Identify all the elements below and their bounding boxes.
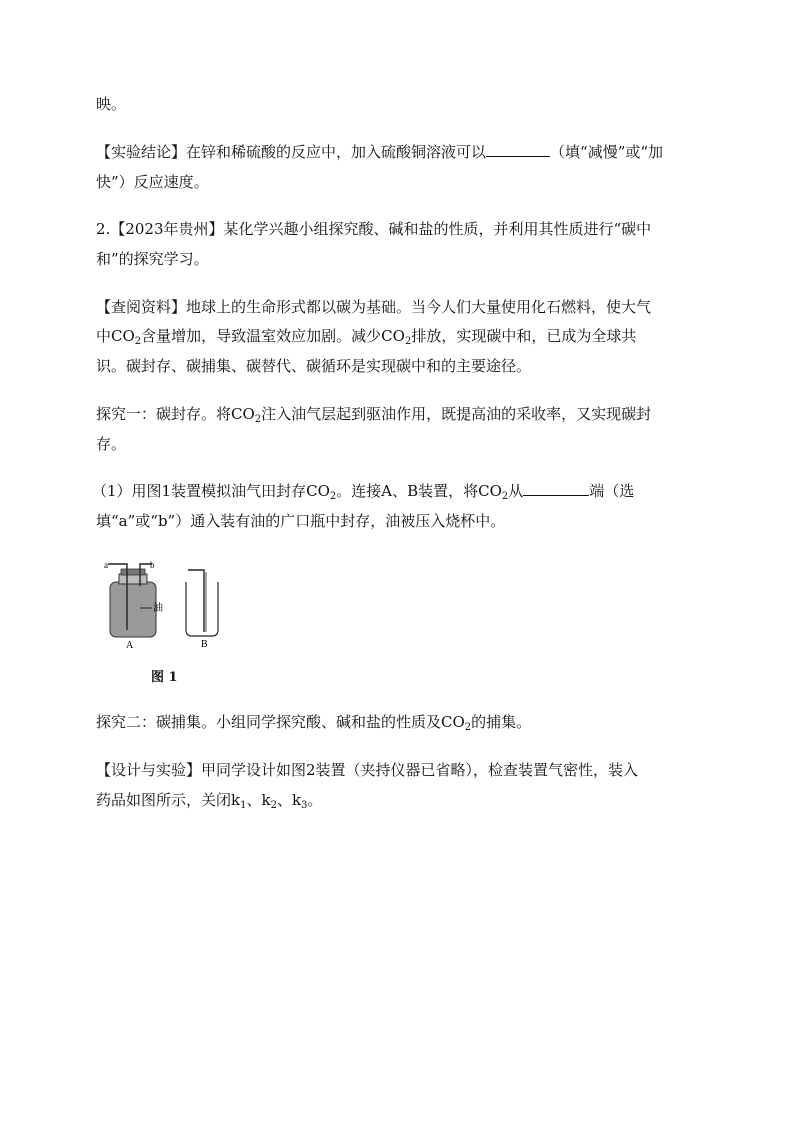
question-1-line-2: 填“a”或“b”）通入装有油的广口瓶中封存，油被压入烧杯中。 [96,512,506,530]
subscript: 1 [240,800,247,811]
reference-line-2 [96,326,636,346]
subscript: 2 [270,800,277,811]
conclusion-hint: （填“减慢”或“加 [550,143,664,161]
explore-1-line-2: 存。 [96,435,127,453]
text-span: 。连接A、B装置，将CO [336,482,502,500]
text-span: 含量增加，导致温室效应加剧。减少CO [141,327,405,345]
text-span: 从 [508,482,524,500]
text-span: 。 [307,791,323,809]
question-2-line-2: 和”的探究学习。 [96,250,209,268]
figure-1-caption: 图 1 [151,670,178,685]
beaker-b [186,570,218,636]
label-b: b [150,560,155,570]
design-line-2 [96,790,322,810]
conclusion-label: 【实验结论】 [96,143,187,161]
conclusion-line-1 [96,142,663,162]
subscript: 2 [464,722,472,733]
answer-blank-1 [486,142,550,157]
question-1-line-1 [92,481,634,501]
question-2-line-1: 2.【2023年贵州】某化学兴趣小组探究酸、碱和盐的性质，并利用其性质进行“碳中 [96,220,652,238]
text-span: 的捕集。 [471,713,532,731]
text-span: 探究一：碳封存。将CO [96,405,255,423]
text-span: 中CO [96,327,135,345]
text-span: （1）用图1装置模拟油气田封存CO [92,482,330,500]
reference-line-3: 识。碳封存、碳捕集、碳替代、碳循环是实现碳中和的主要途径。 [96,357,532,375]
conclusion-line-2: 快”）反应速度。 [96,173,209,191]
subscript: 2 [134,336,142,347]
figure-1-apparatus [100,560,240,660]
text-span: 注入油气层起到驱油作用，既提高油的采收率，又实现碳封 [261,405,652,423]
label-A: A [126,640,134,651]
conclusion-text: 在锌和稀硫酸的反应中，加入硫酸铜溶液可以 [186,143,487,161]
text-span: 探究二：碳捕集。小组同学探究酸、碱和盐的性质及CO [96,713,465,731]
text-span: 排放，实现碳中和，已成为全球共 [411,327,637,345]
label-B: B [201,639,208,650]
text-span: 、k [246,791,271,809]
answer-blank-2 [523,481,589,496]
explore-1-line-1 [96,404,651,424]
text-span: 药品如图所示，关闭k [96,791,241,809]
explore-2-line [96,712,531,732]
text-span: 端（选 [589,482,635,500]
subscript: 2 [501,491,509,502]
design-line-1: 【设计与实验】甲同学设计如图2装置（夹持仪器已省略），检查装置气密性，装入 [96,761,639,779]
paragraph-continuation: 映。 [96,95,127,113]
gas-bottle-a [108,564,156,637]
subscript: 3 [301,800,308,811]
reference-line-1: 【查阅资料】地球上的生命形式都以碳为基础。当今人们大量使用化石燃料，使大气 [96,298,652,316]
label-a: a [104,560,108,570]
subscript: 2 [404,336,412,347]
subscript: 2 [254,414,262,425]
label-oil: 油 [153,603,163,614]
text-span: 、k [276,791,302,809]
subscript: 2 [329,491,337,502]
